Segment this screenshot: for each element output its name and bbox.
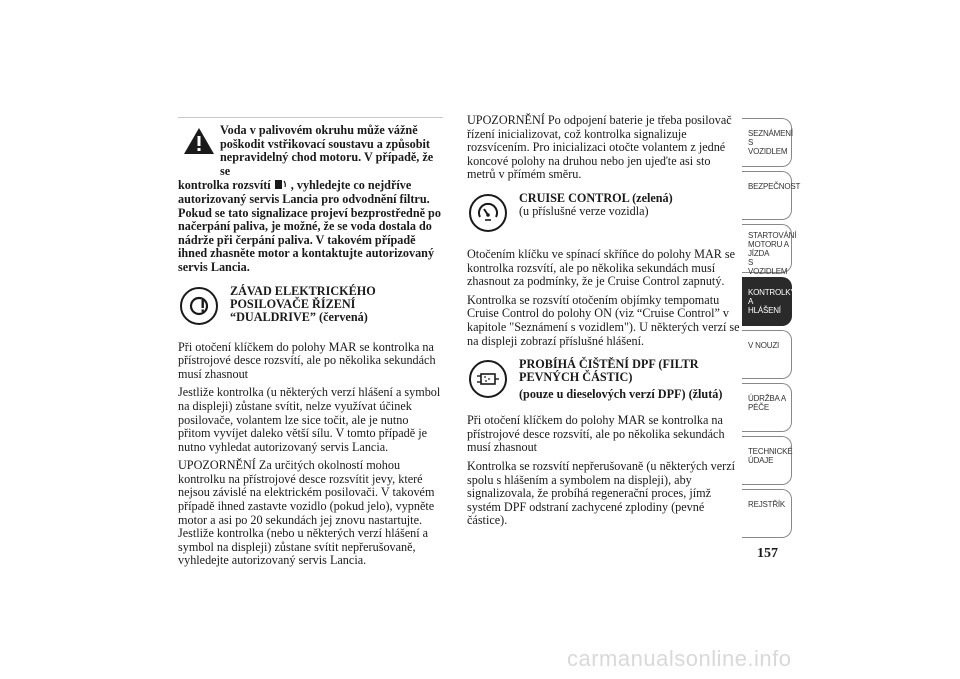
tab-seznameni[interactable] — [742, 118, 792, 167]
tab-label: S VOZIDLEM — [748, 258, 788, 276]
dpf-heading-line-1: PROBÍHÁ ČIŠTĚNÍ DPF (FILTR — [519, 357, 699, 372]
tab-bezpecnost[interactable] — [742, 171, 801, 220]
paragraph: Při otočení klíčkem do polohy MAR se kontrolka na přístrojové desce rozsvítí, ale po několika sekundách musí zhasnout — [178, 339, 436, 381]
tab-label: KONTROLKY A — [748, 288, 796, 306]
tab-label: REJSTŘÍK — [748, 500, 786, 509]
tab-label: ÚDAJE — [748, 456, 774, 465]
paragraph: Kontrolka se rozsvítí nepřerušovaně (u některých verzí spolu s hlášením a symbolem na displeji), aby signalizovala, že probíhá regenerační proces, jímž systém DPF odstraní zachycené zplodiny (pevné částice). — [467, 458, 736, 528]
right-column — [467, 114, 740, 533]
left-column — [178, 118, 443, 573]
warning-line-2: poškodit vstřikovací soustavu a způsobit — [220, 136, 430, 151]
watermark: carmanualsonline.info — [567, 646, 792, 671]
tab-startovani[interactable] — [742, 224, 797, 276]
warning-line-4b: , vyhledejte co nejdříve — [290, 178, 412, 193]
lamp-heading-line-2: POSILOVAČE ŘÍZENÍ — [230, 296, 356, 311]
warning-line-4a: kontrolka rozsvítí — [178, 178, 271, 193]
warning-triangle-icon — [182, 126, 216, 156]
warning-line-1: Voda v palivovém okruhu může vážně — [220, 123, 418, 137]
paragraph: Při otočení klíčkem do polohy MAR se kontrolka na přístrojové desce rozsvítí, ale po několika sekundách musí zhasnout — [467, 413, 725, 455]
cruise-control-lamp — [467, 192, 740, 240]
tab-label: TECHNICKÉ — [748, 447, 793, 456]
paragraph: UPOZORNĚNÍ Po odpojení baterie je třeba posilovač řízení inicializovat, což kontrolka signalizuje rozsvícením. Pro inicializaci otočte volantem z jedné koncové polohy na druhou nebo jen ujeďte asi sto metrů v přímém směru. — [467, 113, 732, 182]
tab-label: V NOUZI — [748, 341, 780, 350]
chapter-tabs — [742, 118, 801, 542]
tab-technicke-udaje[interactable] — [742, 436, 792, 485]
dpf-icon — [469, 360, 507, 398]
power-steering-icon — [180, 287, 218, 325]
tab-label: ÚDRŽBA A PÉČE — [748, 394, 786, 412]
lamp-heading-line-1: ZÁVAD ELEKTRICKÉHO — [230, 283, 376, 298]
cruise-heading: CRUISE CONTROL (zelená) — [519, 190, 673, 205]
paragraph: Otočením klíčku ve spínací skříňce do polohy MAR se kontrolka rozsvítí, ale po několika sekundách musí zhasnout za podmínky, že je Cruise Control zapnutý. — [467, 246, 736, 289]
tab-label: MOTORU A JÍZDA — [748, 240, 789, 258]
dpf-lamp — [467, 358, 740, 406]
warning-rest: autorizovaný servis Lancia pro odvodnění filtru. Pokud se tato signalizace projeví bezprostředně po načerpání paliva, je možné, že se voda dostala do nádrže při čerpání paliva. V takovém případě ihned zhasněte motor a kontaktujte autorizovaný servis Lancia. — [178, 191, 441, 274]
tab-rejstrik[interactable] — [742, 489, 792, 538]
tab-label: SEZNÁMENÍ S — [748, 129, 793, 147]
warning-box — [178, 124, 443, 275]
dpf-heading-line-2: PEVNÝCH ČÁSTIC) — [519, 370, 633, 385]
tab-udrzba[interactable] — [742, 383, 792, 432]
dpf-subheading: (pouze u dieselových verzí DPF) (žlutá) — [519, 387, 723, 402]
tab-v-nouzi[interactable] — [742, 330, 792, 379]
tab-label: HLÁŠENÍ — [748, 306, 781, 315]
paragraph: Jestliže kontrolka (u některých verzí hlášení a symbol na displeji) zůstane svítit, nelze využívat účinek posilovače, volantem lze sice točit, ale je nutno přitom vyvíjet daleko větší sílu. V tomto případě je nutno vyhledat autorizovaný servis Lancia. — [178, 385, 441, 454]
cruise-control-icon — [469, 194, 507, 232]
lamp-heading-line-3: “DUALDRIVE” (červená) — [230, 309, 368, 324]
paragraph: Kontrolka se rozsvítí otočením objímky tempomatu Cruise Control do polohy ON (viz “Cruise Control” v kapitole "Seznámení s vozidlem"). U některých verzí se na displeji zobrazí příslušné hlášení. — [467, 292, 740, 348]
power-steering-lamp — [178, 285, 443, 333]
warning-line-3: nepravidelný chod motoru. V případě, že se — [220, 150, 434, 178]
tab-label: VOZIDLEM — [748, 147, 788, 156]
cruise-subheading: (u příslušné verze vozidla) — [519, 203, 649, 218]
fuel-water-icon — [274, 178, 288, 190]
tab-kontrolky[interactable] — [742, 277, 796, 326]
tab-label: STARTOVÁNÍ — [748, 231, 797, 240]
page-number: 157 — [757, 546, 778, 561]
paragraph: UPOZORNĚNÍ Za určitých okolností mohou kontrolku na přístrojové desce rozsvítit jevy, které nejsou závislé na elektrickém posilovači. V takovém případě ihned zastavte vozidlo (pokud jelo), vypněte motor a asi po 20 sekundách jej znovu nastartujte. Jestliže kontrolka (nebo u některých verzí hlášení a symbol na displeji) zůstane svítit nepřerušovaně, vyhledejte autorizovaný servis Lancia. — [178, 458, 435, 568]
tab-label: BEZPEČNOST — [748, 182, 801, 191]
